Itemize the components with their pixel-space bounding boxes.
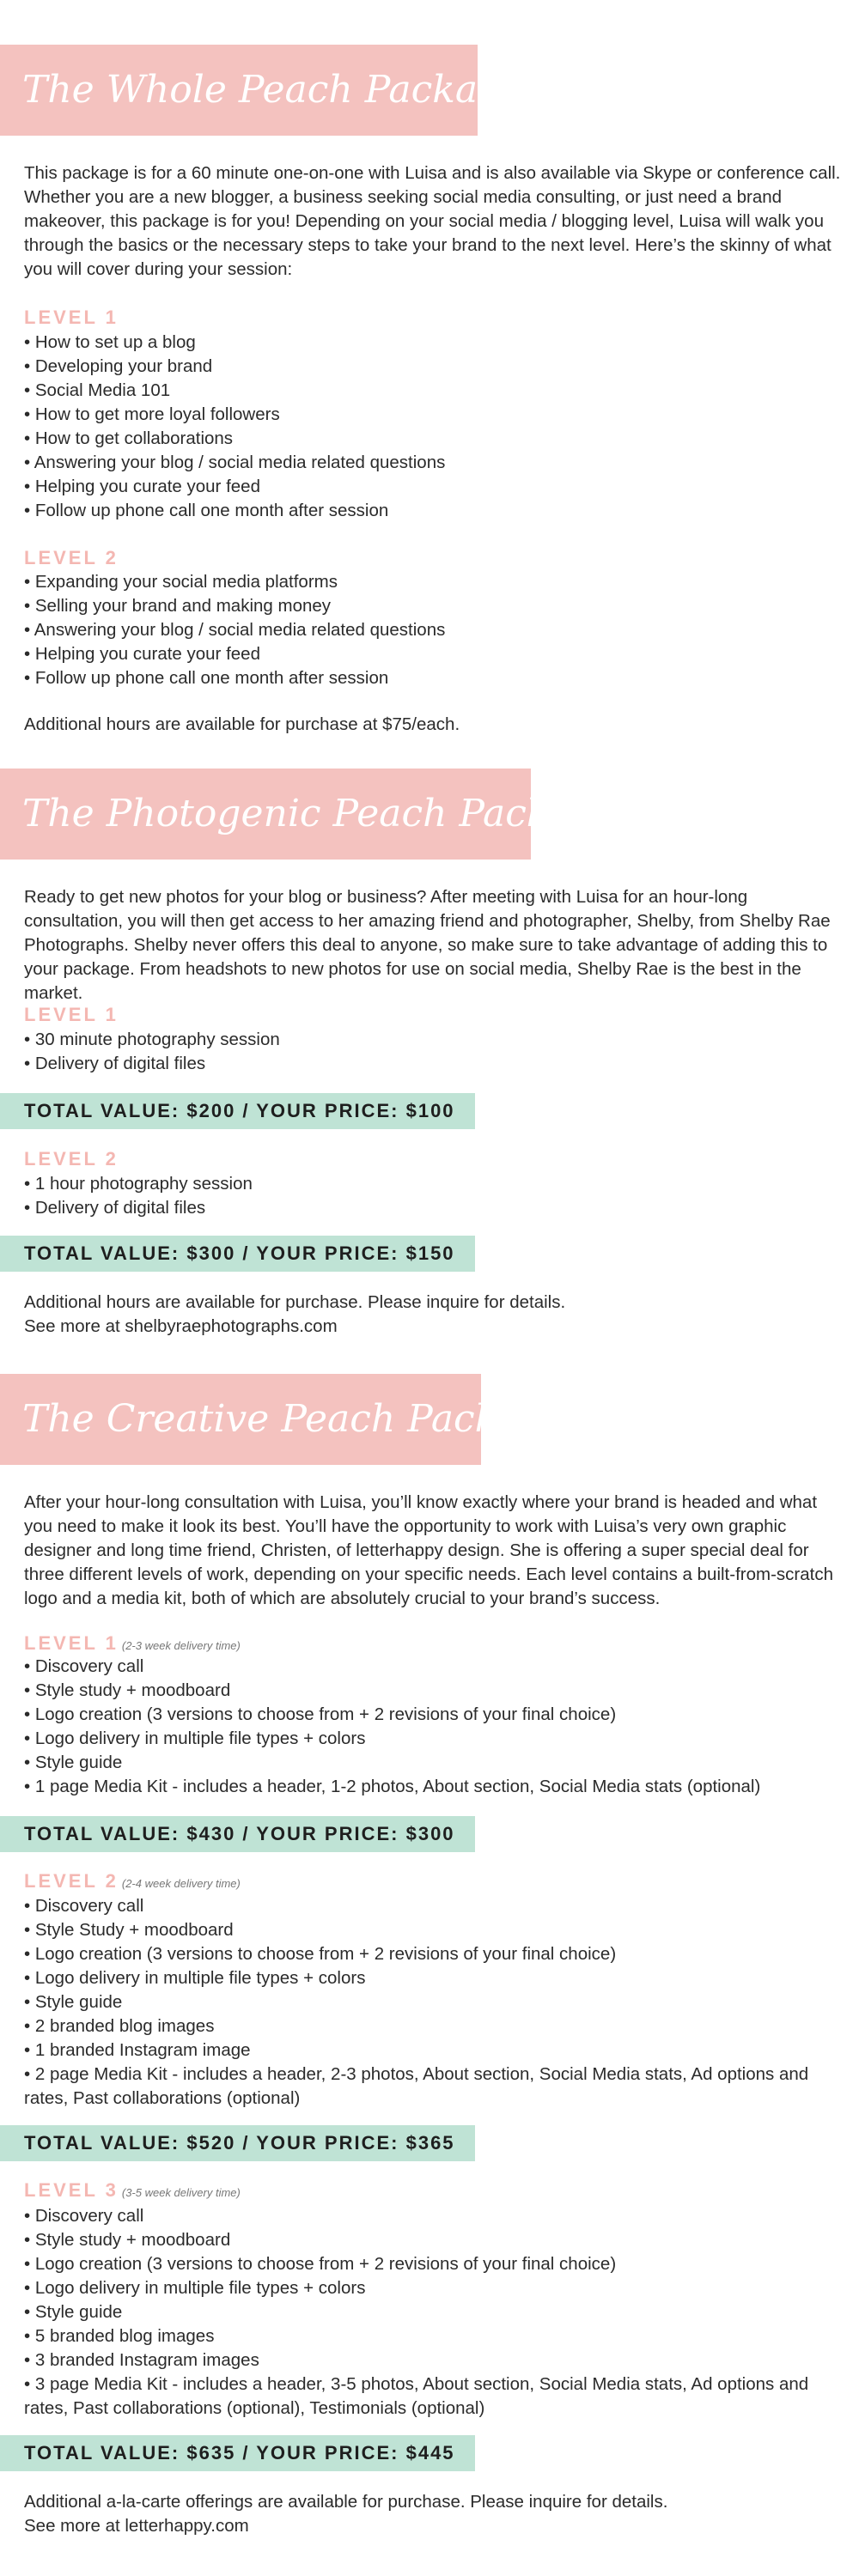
creative-level-2-price: TOTAL VALUE: $520 / YOUR PRICE: $365 bbox=[0, 2125, 475, 2161]
creative-level-3-label: LEVEL 3 (3-5 week delivery time) bbox=[24, 2179, 241, 2201]
whole-level-2-label: LEVEL 2 bbox=[24, 547, 119, 568]
list-item: • 5 branded blog images bbox=[24, 2324, 844, 2348]
list-item: • Delivery of digital files bbox=[24, 1196, 844, 1220]
list-item: • 2 branded blog images bbox=[24, 2014, 844, 2038]
list-item: • Logo delivery in multiple file types + colors bbox=[24, 1966, 844, 1990]
list-item: • Logo creation (3 versions to choose from + 2 revisions of your final choice) bbox=[24, 1703, 844, 1727]
list-item: • Logo delivery in multiple file types + colors bbox=[24, 2276, 844, 2300]
creative-level-1-list bbox=[24, 1655, 844, 1799]
list-item: • 30 minute photography session bbox=[24, 1028, 844, 1052]
list-item: • Social Media 101 bbox=[24, 379, 844, 403]
list-item: • Style guide bbox=[24, 1751, 844, 1775]
photogenic-level-2-list bbox=[24, 1172, 844, 1220]
list-item: • Answering your blog / social media related questions bbox=[24, 451, 844, 475]
creative-level-3-list bbox=[24, 2204, 844, 2421]
creative-level-2-note: (2-4 week delivery time) bbox=[121, 1877, 241, 1890]
list-item: • Follow up phone call one month after session bbox=[24, 666, 844, 690]
photogenic-level-2-price: TOTAL VALUE: $300 / YOUR PRICE: $150 bbox=[0, 1236, 475, 1272]
list-item: • How to get more loyal followers bbox=[24, 403, 844, 427]
list-item: • 3 page Media Kit - includes a header, 3-5 photos, About section, Social Media stats, Ad options and rates, Past collaborations (optional), Testimonials (optional) bbox=[24, 2372, 844, 2421]
list-item: • Logo creation (3 versions to choose from + 2 revisions of your final choice) bbox=[24, 2252, 844, 2276]
creative-level-2-label: LEVEL 2 (2-4 week delivery time) bbox=[24, 1870, 241, 1892]
photogenic-level-2-label: LEVEL 2 bbox=[24, 1148, 119, 1170]
creative-peach-title: The Creative Peach Package bbox=[22, 1397, 567, 1441]
list-item: • Answering your blog / social media related questions bbox=[24, 618, 844, 642]
list-item: • 3 branded Instagram images bbox=[24, 2348, 844, 2372]
creative-level-1-label: LEVEL 1 (2-3 week delivery time) bbox=[24, 1632, 241, 1654]
list-item: • Style Study + moodboard bbox=[24, 1918, 844, 1942]
photogenic-peach-banner bbox=[0, 769, 619, 860]
list-item: • Developing your brand bbox=[24, 355, 844, 379]
list-item: • Expanding your social media platforms bbox=[24, 570, 844, 594]
whole-peach-footer: Additional hours are available for purchase at $75/each. bbox=[24, 714, 460, 734]
whole-peach-banner bbox=[0, 45, 525, 136]
list-item: • Logo delivery in multiple file types + colors bbox=[24, 1727, 844, 1751]
list-item: • Discovery call bbox=[24, 1894, 844, 1918]
photogenic-footer-line-1: Additional hours are available for purchase. Please inquire for details. bbox=[24, 1292, 566, 1312]
creative-footer-line-2: See more at letterhappy.com bbox=[24, 2516, 249, 2536]
list-item: • Logo creation (3 versions to choose from + 2 revisions of your final choice) bbox=[24, 1942, 844, 1966]
list-item: • How to get collaborations bbox=[24, 427, 844, 451]
creative-footer-line-1: Additional a-la-carte offerings are available for purchase. Please inquire for details. bbox=[24, 2492, 668, 2512]
photogenic-level-1-price: TOTAL VALUE: $200 / YOUR PRICE: $100 bbox=[0, 1093, 475, 1129]
photogenic-footer-line-2: See more at shelbyraephotographs.com bbox=[24, 1316, 338, 1336]
creative-level-1-price: TOTAL VALUE: $430 / YOUR PRICE: $300 bbox=[0, 1816, 475, 1852]
list-item: • Discovery call bbox=[24, 1655, 844, 1679]
photogenic-level-1-label: LEVEL 1 bbox=[24, 1004, 119, 1025]
whole-level-2-list bbox=[24, 570, 844, 690]
list-item: • Selling your brand and making money bbox=[24, 594, 844, 618]
list-item: • 1 branded Instagram image bbox=[24, 2038, 844, 2063]
whole-level-1-label: LEVEL 1 bbox=[24, 307, 119, 328]
photogenic-peach-title: The Photogenic Peach Package bbox=[22, 792, 619, 835]
whole-peach-intro: This package is for a 60 minute one-on-one with Luisa and is also available via Skype or conference call. Whether you are a new blogger, a business seeking social media consulting, or just need a brand makeover, this package is for you! Depending on your social media / blogging level, Luisa will walk you through the basics or the necessary steps to take your brand to the next level. Here’s the skinny of what you will cover during your session: bbox=[24, 163, 841, 279]
creative-peach-intro: After your hour-long consultation with Luisa, you’ll know exactly where your brand is headed and what you need to make it look its best. You’ll have the opportunity to work with Luisa’s very own graphic designer and long time friend, Christen, of letterhappy design. She is offering a super special deal for three different levels of work, depending on your specific needs. Each level contains a built-from-scratch logo and a media kit, both of which are absolutely crucial to your brand’s success. bbox=[24, 1492, 833, 1608]
creative-level-3-price: TOTAL VALUE: $635 / YOUR PRICE: $445 bbox=[0, 2435, 475, 2471]
list-item: • 1 hour photography session bbox=[24, 1172, 844, 1196]
list-item: • Style study + moodboard bbox=[24, 2228, 844, 2252]
creative-level-1-note: (2-3 week delivery time) bbox=[121, 1639, 241, 1652]
list-item: • 1 page Media Kit - includes a header, 1-2 photos, About section, Social Media stats (optional) bbox=[24, 1775, 844, 1799]
list-item: • Helping you curate your feed bbox=[24, 642, 844, 666]
creative-peach-banner bbox=[0, 1374, 567, 1465]
list-item: • Discovery call bbox=[24, 2204, 844, 2228]
whole-level-1-list bbox=[24, 331, 844, 523]
list-item: • Style guide bbox=[24, 2300, 844, 2324]
photogenic-level-1-list bbox=[24, 1028, 844, 1076]
creative-level-2-list bbox=[24, 1894, 844, 2111]
list-item: • How to set up a blog bbox=[24, 331, 844, 355]
list-item: • Style guide bbox=[24, 1990, 844, 2014]
list-item: • Helping you curate your feed bbox=[24, 475, 844, 499]
whole-peach-title: The Whole Peach Package bbox=[22, 68, 525, 112]
list-item: • Delivery of digital files bbox=[24, 1052, 844, 1076]
creative-level-3-note: (3-5 week delivery time) bbox=[121, 2186, 241, 2199]
list-item: • Follow up phone call one month after session bbox=[24, 499, 844, 523]
list-item: • Style study + moodboard bbox=[24, 1679, 844, 1703]
list-item: • 2 page Media Kit - includes a header, 2-3 photos, About section, Social Media stats, Ad options and rates, Past collaborations (optional) bbox=[24, 2063, 844, 2111]
photogenic-peach-intro: Ready to get new photos for your blog or business? After meeting with Luisa for an hour-long consultation, you will then get access to her amazing friend and photographer, Shelby, from Shelby Rae Photographs. Shelby never offers this deal to anyone, so make sure to take advantage of adding this to your package. From headshots to new photos for use on social media, Shelby Rae is the best in the market. bbox=[24, 887, 831, 1003]
